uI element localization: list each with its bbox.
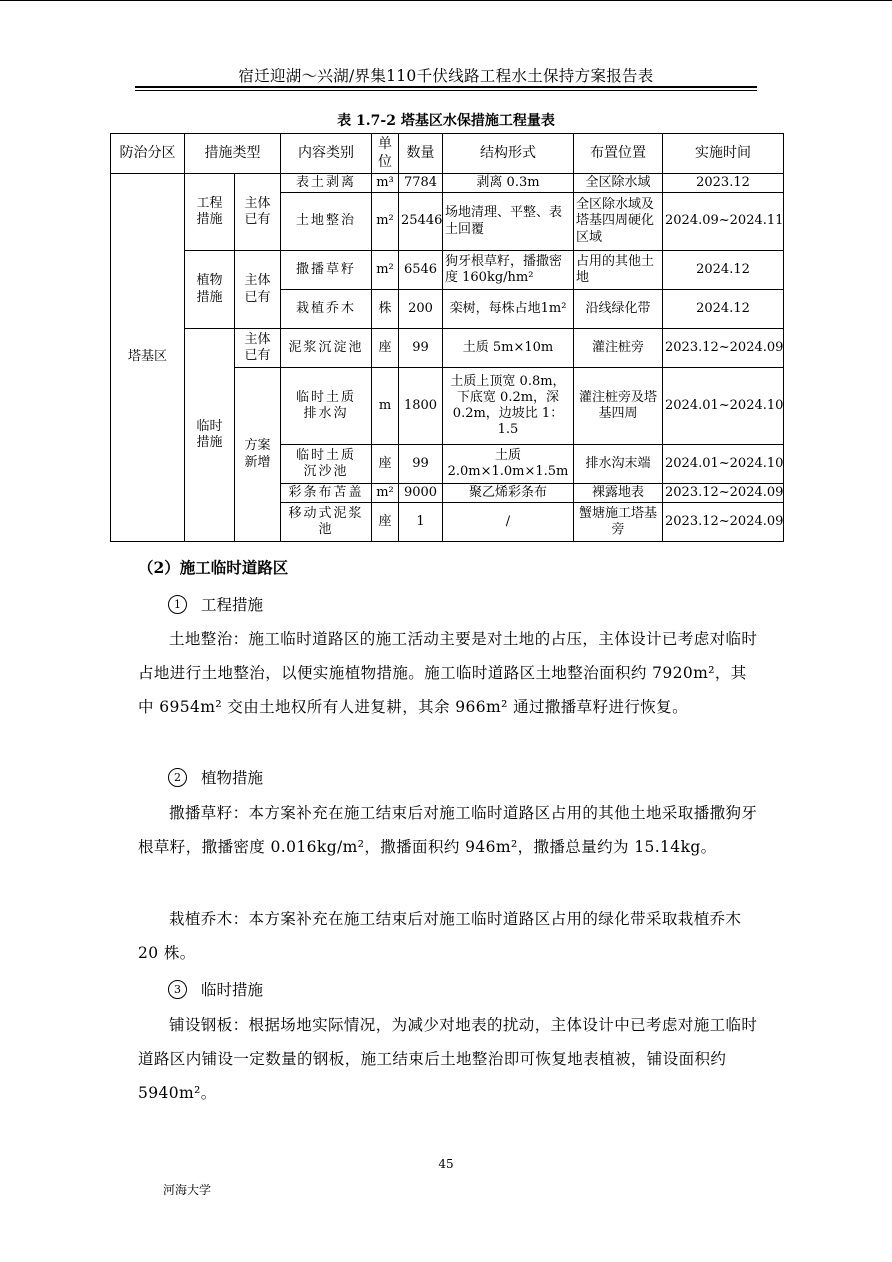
time-cell: 2023.12~2024.09 [663,329,784,368]
unit-cell: 座 [372,445,399,484]
subgroup-new: 方案新增 [235,368,281,542]
subgroup-existing: 主体已有 [235,174,281,251]
header-time: 实施时间 [663,134,784,174]
quantity-cell: 25446 [399,193,443,251]
quantity-cell: 99 [399,329,443,368]
time-cell: 2024.12 [663,251,784,290]
zone-cell: 塔基区 [111,174,185,542]
item-title: 植物措施 [201,769,264,787]
time-cell: 2024.09~2024.11 [663,193,784,251]
header-location: 布置位置 [574,134,663,174]
content-cell: 临时土质沉沙池 [281,445,372,484]
quantity-cell: 1800 [399,368,443,445]
measures-table [110,133,784,542]
header-quantity: 数量 [399,134,443,174]
table-caption: 表 1.7-2 塔基区水保措施工程量表 [337,113,555,129]
paragraph-steel-plates [138,1008,758,1110]
paragraph-text: 栽植乔木：本方案补充在施工结束后对施工临时道路区占用的绿化带采取栽植乔木 20 株。 [138,910,742,962]
unit-cell: 株 [372,290,399,329]
paragraph-grass-seeding [138,796,758,864]
structure-cell: 剥离 0.3m [443,174,574,193]
item-title: 工程措施 [201,596,264,614]
unit-cell: m³ [372,174,399,193]
quantity-cell: 1 [399,503,443,542]
paragraph-land-reclamation [138,622,758,724]
header-measure-type: 措施类型 [185,134,281,174]
content-cell: 撒播草籽 [281,251,372,290]
table-row [111,329,784,368]
time-cell: 2024.01~2024.10 [663,368,784,445]
structure-cell: 场地清理、平整、表土回覆 [443,193,574,251]
content-cell: 临时土质排水沟 [281,368,372,445]
location-cell: 裸露地表 [574,484,663,503]
circled-number-2: 2 [168,768,187,787]
paragraph-tree-planting [138,902,758,970]
location-cell: 占用的其他土地 [574,251,663,290]
structure-cell: 土质上顶宽 0.8m，下底宽 0.2m，深 0.2m，边坡比 1：1.5 [443,368,574,445]
subgroup-existing: 主体已有 [235,329,281,368]
page-number: 45 [438,1157,454,1171]
structure-cell: 狗牙根草籽，播撒密度 160kg/hm² [443,251,574,290]
content-cell: 栽植乔木 [281,290,372,329]
paragraph-text: 撒播草籽：本方案补充在施工结束后对施工临时道路区占用的其他土地采取播撒狗牙根草籽，撒播密度 0.016kg/m²，撒播面积约 946m²，撒播总量约为 15.14kg。 [138,804,758,856]
location-cell: 蟹塘施工塔基旁 [574,503,663,542]
unit-cell: m² [372,484,399,503]
content-cell: 泥浆沉淀池 [281,329,372,368]
content-cell: 表土剥离 [281,174,372,193]
unit-cell: m [372,368,399,445]
circled-number-1: 1 [168,595,187,614]
item-title: 临时措施 [201,981,264,999]
quantity-cell: 9000 [399,484,443,503]
structure-cell: 栾树，每株占地1m² [443,290,574,329]
time-cell: 2024.12 [663,290,784,329]
quantity-cell: 200 [399,290,443,329]
header-zone: 防治分区 [111,134,185,174]
header-rule-thin [135,90,757,91]
unit-cell: m² [372,251,399,290]
structure-cell: 聚乙烯彩条布 [443,484,574,503]
location-cell: 排水沟末端 [574,445,663,484]
section-heading: （2）施工临时道路区 [138,558,289,577]
group-vegetation: 植物措施 [185,251,235,329]
time-cell: 2023.12~2024.09 [663,503,784,542]
content-cell: 移动式泥浆池 [281,503,372,542]
paragraph-text: 铺设钢板：根据场地实际情况，为减少对地表的扰动，主体设计中已考虑对施工临时道路区内铺设一定数量的钢板，施工结束后土地整治即可恢复地表植被，铺设面积约 5940m²。 [138,1016,758,1102]
unit-cell: m² [372,193,399,251]
location-cell: 灌注桩旁及塔基四周 [574,368,663,445]
location-cell: 全区除水域及塔基四周硬化区域 [574,193,663,251]
content-cell: 土地整治 [281,193,372,251]
group-engineering: 工程措施 [185,174,235,251]
header-content: 内容类别 [281,134,372,174]
item-temporary [168,978,263,1001]
footer-organization: 河海大学 [163,1183,212,1197]
time-cell: 2024.01~2024.10 [663,445,784,484]
page-top-border [0,0,892,1]
quantity-cell: 99 [399,445,443,484]
table-row [111,251,784,290]
quantity-cell: 7784 [399,174,443,193]
item-engineering [168,593,263,616]
structure-cell: 土质 5m×10m [443,329,574,368]
table-row [111,174,784,193]
location-cell: 灌注桩旁 [574,329,663,368]
item-vegetation [168,766,263,789]
location-cell: 沿线绿化带 [574,290,663,329]
time-cell: 2023.12 [663,174,784,193]
unit-cell: 座 [372,329,399,368]
group-temporary: 临时措施 [185,329,235,542]
circled-number-3: 3 [168,980,187,999]
structure-cell: / [443,503,574,542]
quantity-cell: 6546 [399,251,443,290]
header-rule [135,86,757,88]
header-unit: 单位 [372,134,399,174]
report-header-title: 宿迁迎湖～兴湖/界集110千伏线路工程水土保持方案报告表 [238,67,654,85]
table-header-row [111,134,784,174]
content-cell: 彩条布苫盖 [281,484,372,503]
time-cell: 2023.12~2024.09 [663,484,784,503]
header-structure: 结构形式 [443,134,574,174]
structure-cell: 土质 2.0m×1.0m×1.5m [443,445,574,484]
subgroup-existing: 主体已有 [235,251,281,329]
unit-cell: 座 [372,503,399,542]
paragraph-text: 土地整治：施工临时道路区的施工活动主要是对土地的占压，主体设计已考虑对临时占地进行土地整治，以便实施植物措施。施工临时道路区土地整治面积约 7920m²，其中 6954m² 交由土地权所有人进复耕，其余 966m² 通过撒播草籽进行恢复。 [138,630,758,716]
location-cell: 全区除水域 [574,174,663,193]
